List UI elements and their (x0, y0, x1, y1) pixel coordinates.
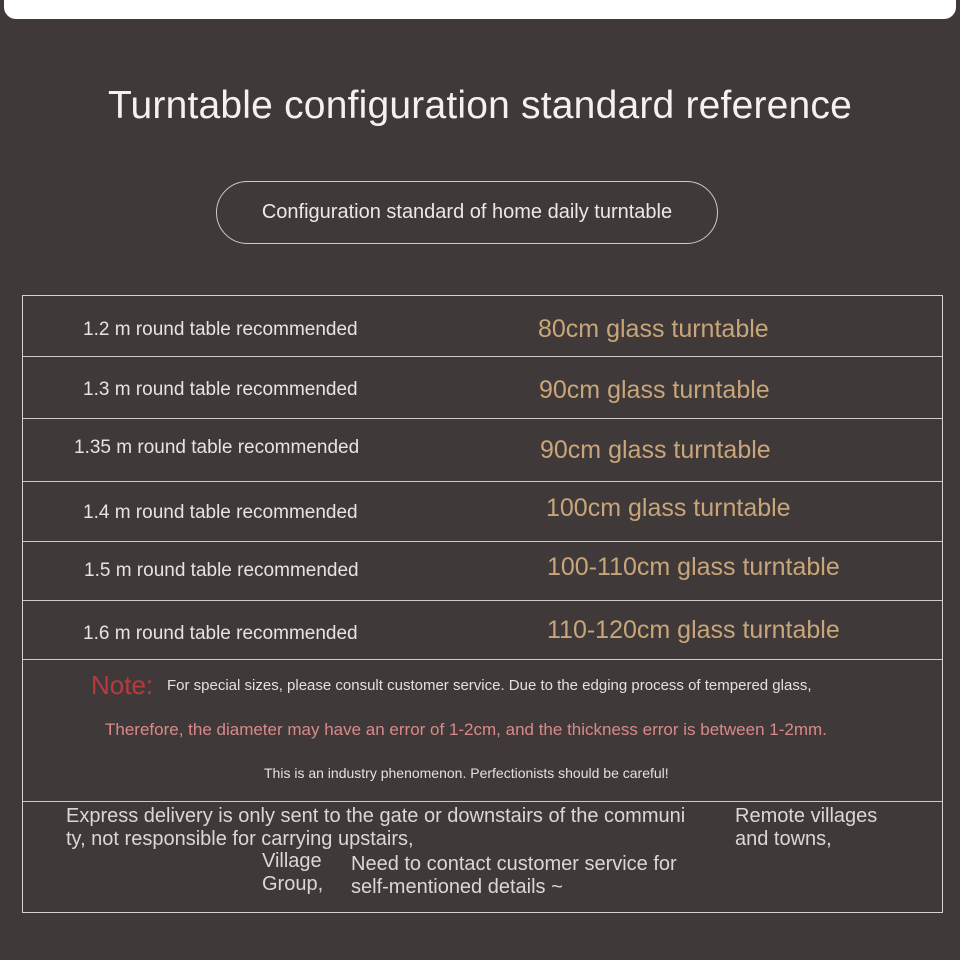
delivery-line: Express delivery is only sent to the gate or downstairs of the communi (66, 805, 686, 827)
delivery-line: Group, (262, 873, 324, 895)
turntable-size-label: 90cm glass turntable (539, 376, 770, 404)
delivery-text-main (66, 805, 741, 851)
table-row (23, 601, 942, 660)
delivery-line: Need to contact customer service for (351, 853, 677, 875)
delivery-text-contact (351, 853, 677, 899)
delivery-line: Village (262, 850, 322, 872)
page-title: Turntable configuration standard reference (107, 84, 853, 127)
table-row (23, 296, 942, 357)
turntable-size-label: 100cm glass turntable (546, 494, 791, 522)
delivery-text-village (262, 850, 323, 896)
table-row (23, 357, 942, 419)
turntable-size-label: 80cm glass turntable (538, 315, 769, 343)
turntable-size-label: 100-110cm glass turntable (547, 553, 840, 581)
table-size-label: 1.4 m round table recommended (83, 502, 358, 523)
table-size-label: 1.5 m round table recommended (84, 560, 359, 581)
delivery-line: self-mentioned details ~ (351, 876, 563, 898)
subtitle-text: Configuration standard of home daily turntable (261, 201, 673, 223)
note-line-2: Therefore, the diameter may have an error of 1-2cm, and the thickness error is between 1-2mm. (105, 720, 827, 739)
table-size-label: 1.35 m round table recommended (74, 437, 360, 458)
note-line-1: For special sizes, please consult customer service. Due to the edging process of tempered glass, (167, 677, 812, 694)
note-line-3: This is an industry phenomenon. Perfectionists should be careful! (264, 765, 669, 781)
table-size-label: 1.3 m round table recommended (83, 379, 358, 400)
note-label: Note: (91, 670, 154, 700)
delivery-line: ty, not responsible for carrying upstairs, (66, 828, 414, 850)
delivery-text-remote (735, 805, 877, 851)
top-white-bar (4, 0, 956, 19)
subtitle-pill (216, 181, 718, 244)
table-row (23, 482, 942, 542)
delivery-line: Remote villages (735, 805, 878, 827)
configuration-table (22, 295, 943, 913)
note-section (23, 660, 942, 802)
table-size-label: 1.2 m round table recommended (83, 319, 358, 340)
turntable-size-label: 90cm glass turntable (540, 436, 771, 464)
table-row (23, 419, 942, 482)
delivery-line: and towns, (735, 828, 832, 850)
turntable-size-label: 110-120cm glass turntable (547, 616, 840, 644)
table-size-label: 1.6 m round table recommended (83, 623, 358, 644)
table-row (23, 542, 942, 601)
